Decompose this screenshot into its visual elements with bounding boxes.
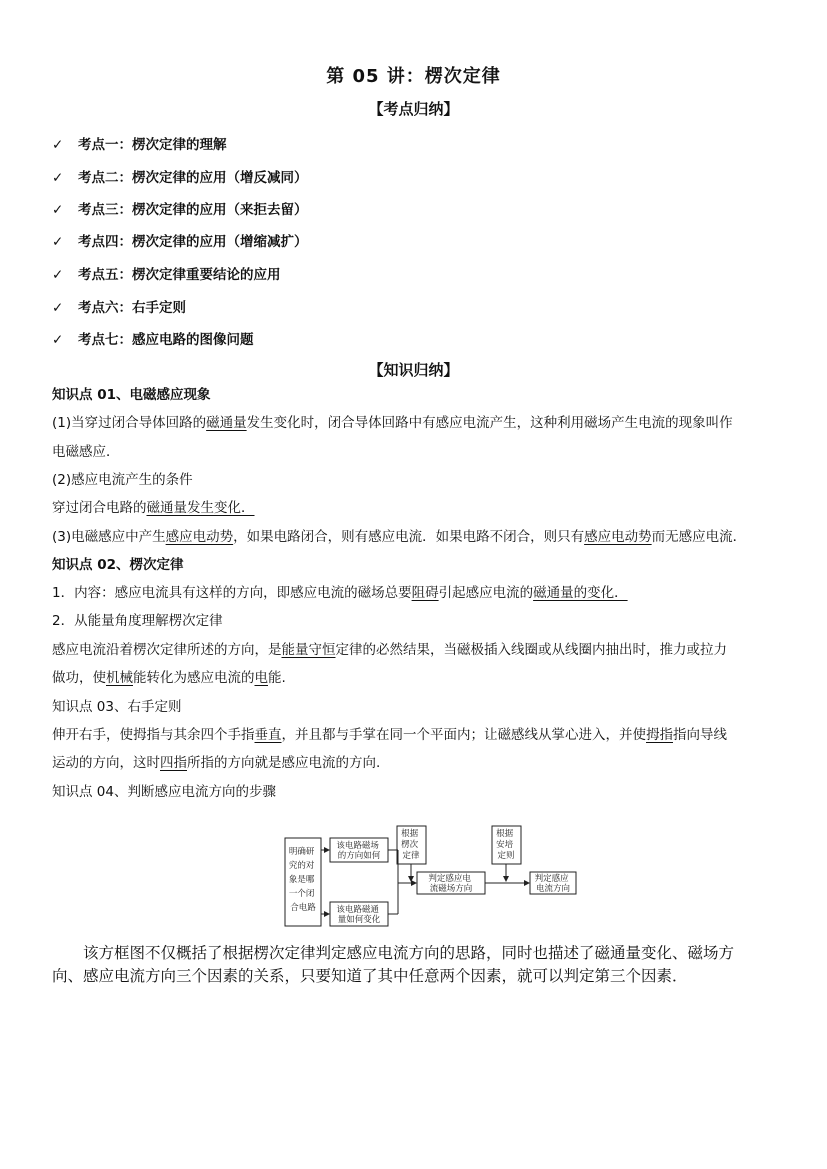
flow-rule2-text: 根据 安培 定则 — [496, 829, 515, 861]
flow-start-text: 明确研 究的对 象是哪 一个闭 合电路 — [288, 847, 316, 913]
check-icon: ✓ — [52, 137, 64, 153]
kaodian-item: ✓ 考点六：右手定则 — [52, 300, 186, 316]
section-heading-kaodian: 【考点归纳】 — [368, 100, 459, 118]
summary-line-2: 向、感应电流方向三个因素的关系，只要知道了其中任意两个因素，就可以判定第三个因素． — [52, 967, 688, 985]
flow-bottom-text: 该电路磁通 量如何变化 — [336, 905, 381, 925]
flow-rule1-text: 根据 楞次 定律 — [401, 829, 420, 861]
zs01-para1: (1)当穿过闭合导体回路的磁通量发生变化时，闭合导体回路中有感应电流产生，这种利用磁场产生电流的现象叫作 — [52, 415, 733, 431]
zs01-para4: (3)电磁感应中产生感应电动势，如果电路闭合，则有感应电流．如果电路不闭合，则只有感应电动势而无感应电流． — [52, 529, 747, 545]
zs02-heading: 知识点 02、楞次定律 — [52, 557, 184, 573]
zs01-para2: (2)感应电流产生的条件 — [52, 472, 193, 488]
zs02-para4: 做功，使机械能转化为感应电流的电能. — [52, 670, 286, 686]
kaodian-item: ✓ 考点七：感应电路的图像问题 — [52, 332, 254, 348]
section-heading-zhishi: 【知识归纳】 — [368, 361, 459, 379]
summary-line-1: 该方框图不仅概括了根据楞次定律判定感应电流方向的思路，同时也描述了磁通量变化、磁场方 — [83, 944, 735, 962]
zs01-heading: 知识点 01、电磁感应现象 — [52, 387, 211, 403]
zs03-para2: 运动的方向，这时四指所指的方向就是感应电流的方向. — [52, 755, 381, 771]
zs04-heading: 知识点 04、判断感应电流方向的步骤 — [52, 784, 276, 800]
check-icon: ✓ — [52, 170, 64, 186]
zs01-para1-cont: 电磁感应． — [52, 444, 120, 460]
zs02-para1: 1．内容：感应电流具有这样的方向，即感应电流的磁场总要阻碍引起感应电流的磁通量的变化． — [52, 585, 628, 601]
kaodian-item: ✓ 考点二：楞次定律的应用（增反减同） — [52, 170, 308, 186]
check-icon: ✓ — [52, 332, 64, 348]
check-icon: ✓ — [52, 202, 64, 218]
zs03-para1: 伸开右手，使拇指与其余四个手指垂直，并且都与手掌在同一个平面内；让磁感线从掌心进入，并使拇指指向导线 — [52, 727, 727, 743]
zs02-para3: 感应电流沿着楞次定律所述的方向，是能量守恒定律的必然结果，当磁极插入线圈或从线圈内抽出时，推力或拉力 — [52, 642, 727, 658]
flow-mid-text: 判定感应电 流磁场方向 — [428, 874, 473, 894]
kaodian-item: ✓ 考点一：楞次定律的理解 — [52, 137, 227, 153]
flowchart-diagram — [284, 825, 584, 931]
flow-top-text: 该电路磁场 的方向如何 — [336, 841, 381, 861]
zs01-para3: 穿过闭合电路的磁通量发生变化． — [52, 500, 255, 516]
check-icon: ✓ — [52, 267, 64, 283]
kaodian-item: ✓ 考点四：楞次定律的应用（增缩减扩） — [52, 234, 308, 250]
page-title: 第 05 讲：楞次定律 — [326, 66, 501, 87]
check-icon: ✓ — [52, 234, 64, 250]
check-icon: ✓ — [52, 300, 64, 316]
kaodian-item: ✓ 考点五：楞次定律重要结论的应用 — [52, 267, 281, 283]
kaodian-item: ✓ 考点三：楞次定律的应用（来拒去留） — [52, 202, 308, 218]
zs02-para2: 2．从能量角度理解楞次定律 — [52, 613, 223, 629]
flow-end-text: 判定感应 电流方向 — [534, 874, 571, 894]
zs03-heading: 知识点 03、右手定则 — [52, 699, 182, 715]
